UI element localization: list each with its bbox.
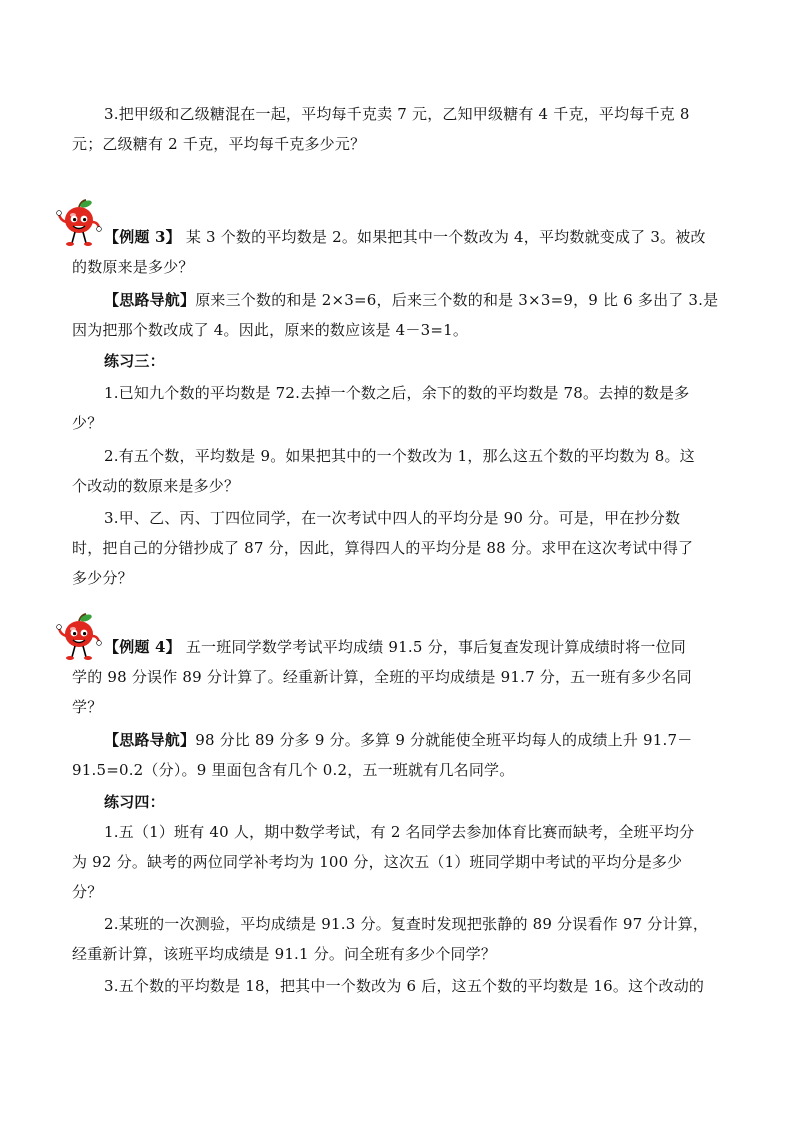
- practice3-q2-line1: 2.有五个数，平均数是 9。如果把其中的一个数改为 1，那么这五个数的平均数为 8。这: [104, 447, 695, 465]
- example4-line2: 学的 98 分误作 89 分计算了。经重新计算，全班的平均成绩是 91.7 分，五一班有多少名同: [72, 668, 692, 686]
- practice3-q3-line2: 时，把自己的分错抄成了 87 分，因此，算得四人的平均分是 88 分。求甲在这次考试中得了: [72, 539, 694, 557]
- practice4-q2-line1: 2.某班的一次测验，平均成绩是 91.3 分。复查时发现把张静的 89 分误看作 97 分计算，: [104, 915, 709, 933]
- solution4-line2: 91.5=0.2（分）。9 里面包含有几个 0.2，五一班就有几名同学。: [72, 761, 515, 779]
- example4-text: 五一班同学数学考试平均成绩 91.5 分，事后复查发现计算成绩时将一位同: [180, 638, 686, 656]
- apple-mascot-icon: [56, 198, 102, 248]
- solution3-text: 原来三个数的和是 2×3=6，后来三个数的和是 3×3=9，9 比 6 多出了 3.是: [195, 291, 719, 309]
- solution3-label: 【思路导航】: [104, 291, 196, 309]
- practice3-title: 练习三：: [104, 352, 165, 370]
- practice3-q1-line1: 1.已知九个数的平均数是 72.去掉一个数之后，余下的数的平均数是 78。去掉的数是多: [104, 384, 690, 402]
- practice4-q2-line2: 经重新计算，该班平均成绩是 91.1 分。问全班有多少个同学？: [72, 945, 497, 963]
- solution4-line1: [104, 730, 692, 750]
- example3-label: 【例题 3】: [104, 228, 181, 246]
- practice4-q1-line3: 分？: [72, 883, 103, 901]
- solution3-line1: [104, 290, 718, 310]
- practice3-q1-line2: 少？: [72, 414, 103, 432]
- solution4-label: 【思路导航】: [104, 731, 196, 749]
- practice3-q3-line3: 多少分？: [72, 569, 133, 587]
- example3-line1: [104, 227, 706, 247]
- example4-line3: 学？: [72, 698, 103, 716]
- practice4-title: 练习四：: [104, 793, 165, 811]
- practice3-q2-line2: 个改动的数原来是多少？: [72, 477, 240, 495]
- example4-line1: [104, 637, 686, 657]
- apple-mascot-icon: [56, 612, 102, 662]
- practice2-q3-line1: 3.把甲级和乙级糖混在一起，平均每千克卖 7 元，乙知甲级糖有 4 千克，平均每千克 8: [104, 105, 690, 123]
- example3-line2: 的数原来是多少？: [72, 258, 194, 276]
- practice4-q3-line1: 3.五个数的平均数是 18，把其中一个数改为 6 后，这五个数的平均数是 16。这个改动的: [104, 977, 705, 995]
- practice4-q1-line1: 1.五（1）班有 40 人，期中数学考试，有 2 名同学去参加体育比赛而缺考，全班平均分: [104, 823, 695, 841]
- practice3-q3-line1: 3.甲、乙、丙、丁四位同学，在一次考试中四人的平均分是 90 分。可是，甲在抄分数: [104, 509, 681, 527]
- example4-label: 【例题 4】: [104, 638, 181, 656]
- solution3-line2: 因为把那个数改成了 4。因此，原来的数应该是 4－3=1。: [72, 321, 469, 339]
- practice2-q3-line2: 元；乙级糖有 2 千克，平均每千克多少元？: [72, 135, 366, 153]
- practice4-q1-line2: 为 92 分。缺考的两位同学补考均为 100 分，这次五（1）班同学期中考试的平均分是多少: [72, 853, 683, 871]
- example3-text: 某 3 个数的平均数是 2。如果把其中一个数改为 4，平均数就变成了 3。被改: [180, 228, 706, 246]
- solution4-text: 98 分比 89 分多 9 分。多算 9 分就能使全班平均每人的成绩上升 91.7－: [195, 731, 693, 749]
